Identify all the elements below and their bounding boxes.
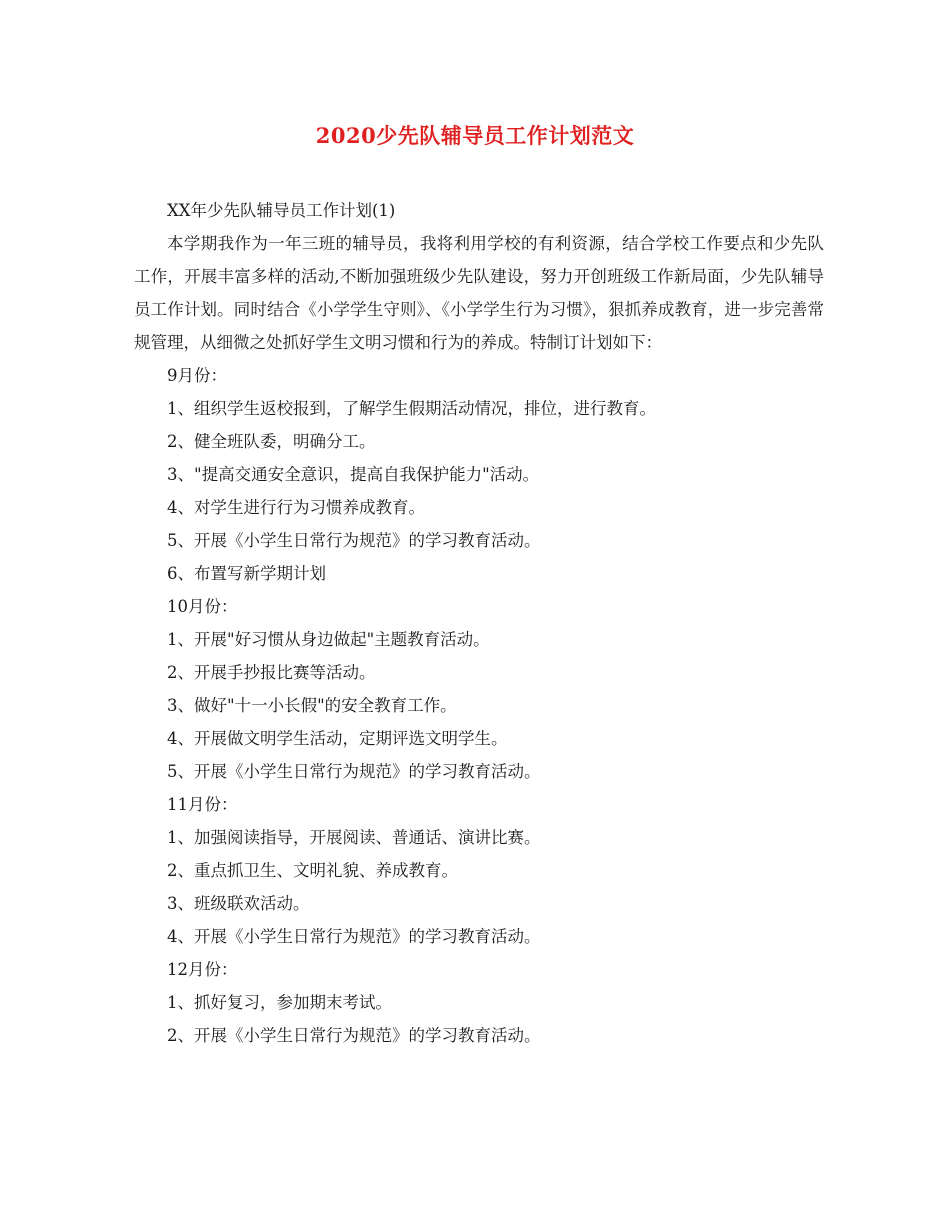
- list-item: 2、重点抓卫生、文明礼貌、养成教育。: [167, 861, 458, 880]
- list-item: 5、开展《小学生日常行为规范》的学习教育活动。: [167, 531, 541, 550]
- list-item: 2、开展《小学生日常行为规范》的学习教育活动。: [167, 1026, 541, 1045]
- month-heading-september: 9月份：: [167, 366, 227, 385]
- list-item: 1、抓好复习，参加期末考试。: [167, 993, 392, 1012]
- list-item: 6、布置写新学期计划: [167, 564, 326, 583]
- list-item: 3、"提高交通安全意识，提高自我保护能力"活动。: [167, 465, 540, 484]
- month-heading-november: 11月份：: [167, 795, 238, 814]
- list-item: 3、班级联欢活动。: [167, 894, 310, 913]
- list-item: 2、开展手抄报比赛等活动。: [167, 663, 376, 682]
- list-item: 4、开展《小学生日常行为规范》的学习教育活动。: [167, 927, 541, 946]
- list-item: 1、组织学生返校报到，了解学生假期活动情况，排位，进行教育。: [167, 399, 656, 418]
- month-heading-october: 10月份：: [167, 597, 238, 616]
- document-title: 2020少先队辅导员工作计划范文: [315, 123, 635, 148]
- intro-paragraph: 本学期我作为一年三班的辅导员，我将利用学校的有利资源，结合学校工作要点和少先队工作，开展丰富多样的活动,不断加强班级少先队建设，努力开创班级工作新局面，少先队辅导员工作计划。同时结合《小学学生守则》、《小学学生行为习惯》，狠抓养成教育，进一步完善常规管理，从细微之处抓好学生文明习惯和行为的养成。特制订计划如下：: [134, 234, 824, 352]
- document-body: [134, 194, 824, 1052]
- list-item: 4、对学生进行行为习惯养成教育。: [167, 498, 425, 517]
- list-item: 1、开展"好习惯从身边做起"主题教育活动。: [167, 630, 490, 649]
- list-item: 4、开展做文明学生活动，定期评选文明学生。: [167, 729, 508, 748]
- list-item: 2、健全班队委，明确分工。: [167, 432, 376, 451]
- list-item: 3、做好"十一小长假"的安全教育工作。: [167, 696, 457, 715]
- section-heading: XX年少先队辅导员工作计划(1): [167, 201, 396, 220]
- list-item: 1、加强阅读指导，开展阅读、普通话、演讲比赛。: [167, 828, 541, 847]
- list-item: 5、开展《小学生日常行为规范》的学习教育活动。: [167, 762, 541, 781]
- month-heading-december: 12月份：: [167, 960, 238, 979]
